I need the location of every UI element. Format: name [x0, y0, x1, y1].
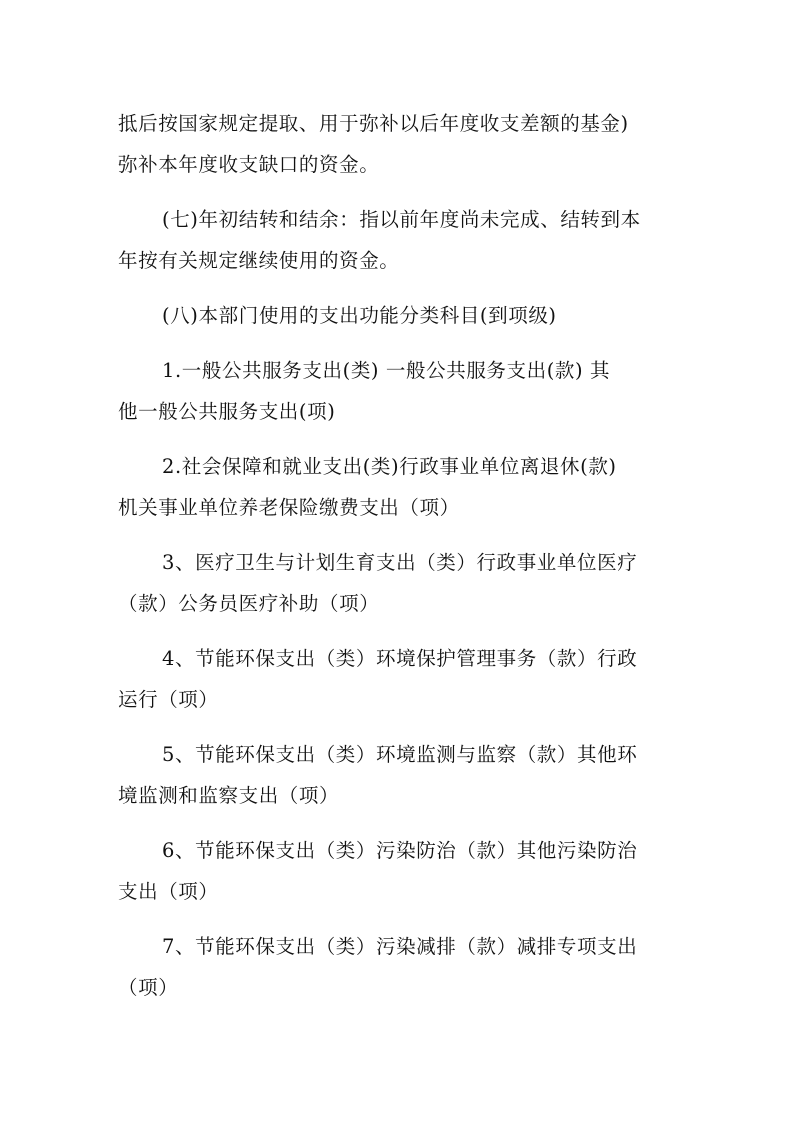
text-line: (七)年初结转和结余：指以前年度尚未完成、结转到本: [162, 208, 641, 231]
text-line: （款）公务员医疗补助（项）: [118, 592, 380, 615]
paragraph-carryover-balance: [118, 199, 678, 281]
text-line: 4、节能环保支出（类）环境保护管理事务（款）行政: [162, 647, 638, 670]
text-line: 运行（项）: [118, 688, 219, 711]
text-line: 5、节能环保支出（类）环境监测与监察（款）其他环: [162, 743, 638, 766]
text-line: 弥补本年度收支缺口的资金。: [118, 153, 380, 176]
text-line: 3、医疗卫生与计划生育支出（类）行政事业单位医疗: [162, 551, 638, 574]
list-item-1: [118, 350, 678, 432]
list-item-4: [118, 638, 678, 720]
paragraph-reserve-fund: [118, 103, 678, 185]
text-line: 7、节能环保支出（类）污染减排（款）减排专项支出: [162, 935, 638, 958]
section-heading-function-classification: [118, 295, 678, 336]
text-line: 抵后按国家规定提取、用于弥补以后年度收支差额的基金): [118, 112, 629, 135]
text-line: 他一般公共服务支出(项): [118, 400, 336, 423]
text-line: （项）: [118, 976, 179, 999]
text-line: 2.社会保障和就业支出(类)行政事业单位离退休(款): [162, 455, 617, 478]
text-line: (八)本部门使用的支出功能分类科目(到项级): [162, 304, 557, 327]
list-item-3: [118, 542, 678, 624]
text-line: 支出（项）: [118, 880, 219, 903]
list-item-7: [118, 926, 678, 1008]
text-line: 年按有关规定继续使用的资金。: [118, 249, 400, 272]
text-line: 境监测和监察支出（项）: [118, 784, 340, 807]
text-line: 机关事业单位养老保险缴费支出（项）: [118, 496, 460, 519]
list-item-5: [118, 734, 678, 816]
text-line: 6、节能环保支出（类）污染防治（款）其他污染防治: [162, 839, 638, 862]
list-item-6: [118, 830, 678, 912]
list-item-2: [118, 446, 678, 528]
text-line: 1.一般公共服务支出(类) 一般公共服务支出(款) 其: [162, 359, 611, 382]
